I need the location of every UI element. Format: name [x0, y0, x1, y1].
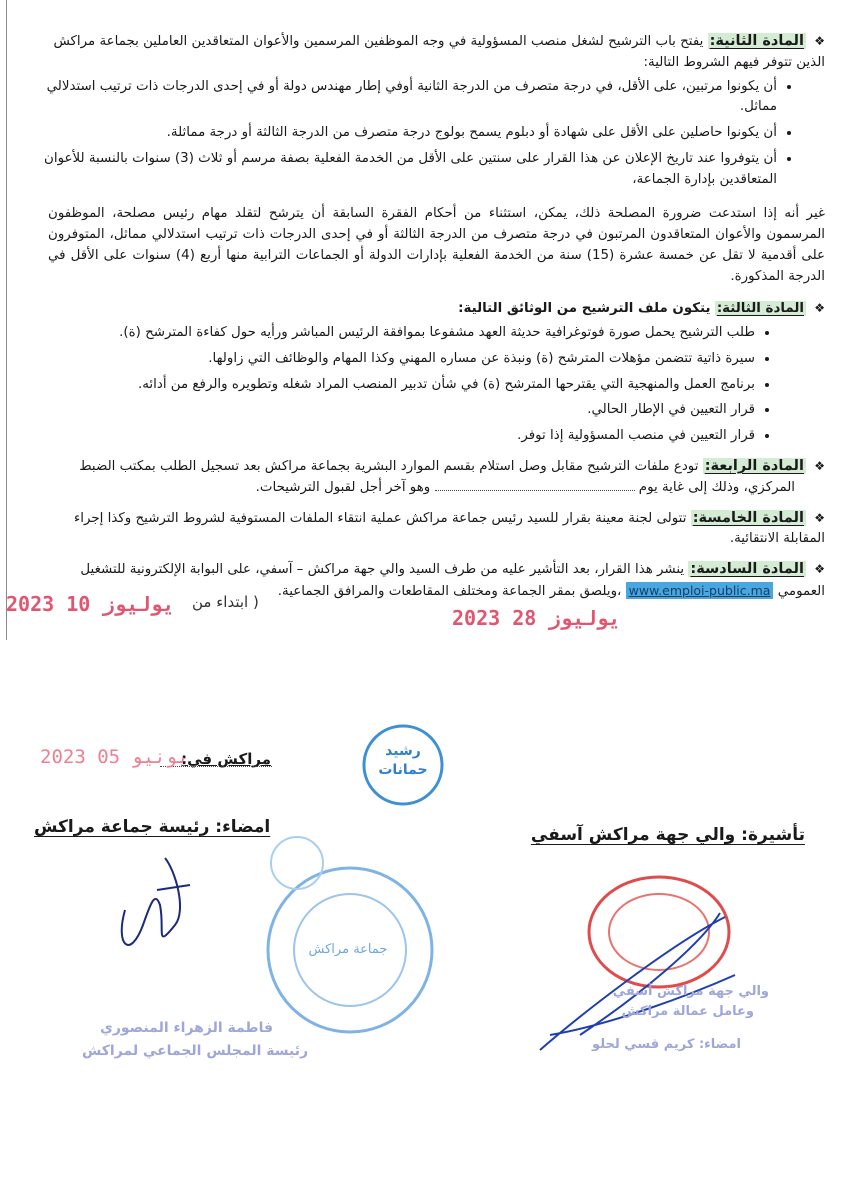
municipal-seal-icon: [255, 835, 445, 1040]
diamond-bullet-icon: ❖: [814, 301, 825, 316]
document-item: • سيرة ذاتية تتضمن مؤهلات المترشح (ة) ونبذة عن مساره المهني وكذا المهام والوظائف التي زاولها.: [36, 349, 755, 370]
article-6-text: ينشر هذا القرار، بعد التأشير عليه من طرف السيد والي جهة مراكش – آسفي، على البوابة الإلكترونية للتشغيل العمومي: [80, 562, 825, 599]
document-item: • برنامج العمل والمنهجية التي يقترحها المترشح (ة) في شأن تدبير المنصب المراد شغله وتطويره والرفع من أدائه.: [36, 375, 755, 396]
municipal-seal-text: جماعة مراكش: [308, 942, 388, 957]
left-signatory-role: رئيسة المجلس الجماعي لمراكش: [82, 1043, 309, 1059]
article-5-text: تتولى لجنة معينة بقرار للسيد رئيس جماعة مراكش عملية انتقاء الملفات المستوفية لشروط الترشيح وكذا إجراء المقابلة الانتقائية.: [74, 510, 825, 547]
right-signature-title: تأشيرة: والي جهة مراكش آسفي: [530, 825, 805, 845]
wali-stamp-line-3: امضاء: كريم قسي لحلو: [592, 1037, 741, 1052]
article-2-conditions: [36, 77, 825, 191]
article-4-text: تودع ملفات الترشيح مقابل وصل استلام بقسم الموارد البشرية بجماعة مراكش بعد تسجيل الطلب بمكتب الضبط: [79, 459, 699, 475]
deadline-dotted-blank: [435, 490, 635, 491]
diamond-bullet-icon: ❖: [814, 34, 825, 48]
handwritten-start-note: ( ابتداء من: [192, 593, 259, 611]
handwritten-start-date: 2023 يوليوز 10: [6, 592, 175, 616]
document-item: • قرار التعيين في منصب المسؤولية إذا توفر.: [36, 426, 755, 447]
diamond-bullet-icon: ❖: [814, 562, 825, 577]
handwritten-deadline-date: 2023 يوليوز 28: [452, 606, 621, 630]
mayor-signature-icon: [95, 850, 205, 980]
article-6-heading: المادة السادسة:: [690, 561, 804, 578]
scan-margin-line: [6, 0, 7, 640]
article-2: [36, 30, 825, 74]
initials-stamp-text: [372, 742, 434, 780]
article-2-intro: يفتح باب الترشيح لشغل منصب المسؤولية في وجه الموظفين المرسمين والأعوان المتعاقدين العاملين بجماعة مراكش الذين تتوفر فيهم الشروط التالية:: [53, 34, 825, 70]
article-4-deadline-line: [36, 478, 795, 499]
signing-place-label: مراكش في:: [181, 750, 271, 768]
condition-item: • أن يكونوا حاصلين على الأقل على شهادة أو دبلوم يسمح بولوج درجة متصرف من الدرجة الثالثة أو درجة مماثلة.: [36, 123, 777, 144]
article-5: [36, 507, 825, 551]
article-3-heading: المادة الثالثة:: [716, 301, 804, 317]
wali-stamp-line-1: والي جهة مراكش آسفي: [612, 984, 769, 999]
left-signature-title: امضاء: رئيسة جماعة مراكش: [34, 817, 271, 837]
left-signatory-name: فاطمة الزهراء المنصوري: [100, 1020, 273, 1036]
article-5-heading: المادة الخامسة:: [692, 509, 804, 526]
article-6-text-end: ،ويلصق بمقر الجماعة ومختلف المقاطعات والمرافق الجماعية.: [277, 583, 622, 599]
article-3: [36, 299, 825, 320]
article-4-heading: المادة الرابعة:: [704, 458, 804, 475]
article-4-until-label: المركزي، وذلك إلى غاية يوم: [638, 479, 795, 495]
article-4-last-deadline: وهو آخر أجل لقبول الترشيحات.: [255, 479, 431, 495]
stamp-initial-line: حمانات: [378, 761, 428, 778]
diamond-bullet-icon: ❖: [814, 459, 825, 474]
article-3-intro: يتكون ملف الترشيح من الوثائق التالية:: [458, 301, 711, 317]
article-3-documents: [36, 323, 825, 447]
emploi-public-link[interactable]: www.emploi-public.ma: [626, 582, 774, 599]
document-item: • قرار التعيين في الإطار الحالي.: [36, 400, 755, 421]
wali-stamp-line-2: وعامل عمالة مراكش: [621, 1004, 754, 1019]
article-2-heading: المادة الثانية:: [709, 33, 804, 49]
diamond-bullet-icon: ❖: [814, 510, 825, 525]
condition-item: • أن يكونوا مرتبين، على الأقل، في درجة متصرف من الدرجة الثانية أوفي إطار مهندس دولة أو في إحدى الدرجات ذات ترتيب استدلالي مماثل.: [36, 77, 777, 119]
document-item: • طلب الترشيح يحمل صورة فوتوغرافية حديثة العهد مشفوعا بموافقة الرئيس المباشر ورأيه حول كفاءة المترشح (ة).: [36, 323, 755, 344]
handwritten-signing-date: 2023 يونيو 05: [40, 746, 189, 768]
article-4: [36, 455, 825, 499]
document-body: [36, 30, 825, 606]
condition-item: • أن يتوفروا عند تاريخ الإعلان عن هذا القرار على سنتين على الأقل من الخدمة الفعلية بصفة مرسم أو ثلاث (3) سنوات بالنسبة للأعوان المتعاقدين بإدارة الجماعة،: [36, 149, 777, 191]
article-2-exception: غير أنه إذا استدعت ضرورة المصلحة ذلك، يمكن، استثناء من أحكام الفقرة السابقة أن يترشح لتقلد مهام رئيس مصلحة، الموظفون المرسمون والأعوان المتعاقدون المرتبون في درجة متصرف من الدرجة الثالثة أو في إحدى الدرجات ذات ترتيب استدلالي مماثل، المتوفرون على أقدمية لا تقل عن خمسة عشرة (15) سنة من الخدمة الفعلية بإدارات الدولة أو الجماعات الترابية منها أربع (4) سنوات على الأقل في الدرجة المذكورة.: [48, 206, 825, 284]
stamp-initial-line: رشيد: [385, 743, 421, 759]
